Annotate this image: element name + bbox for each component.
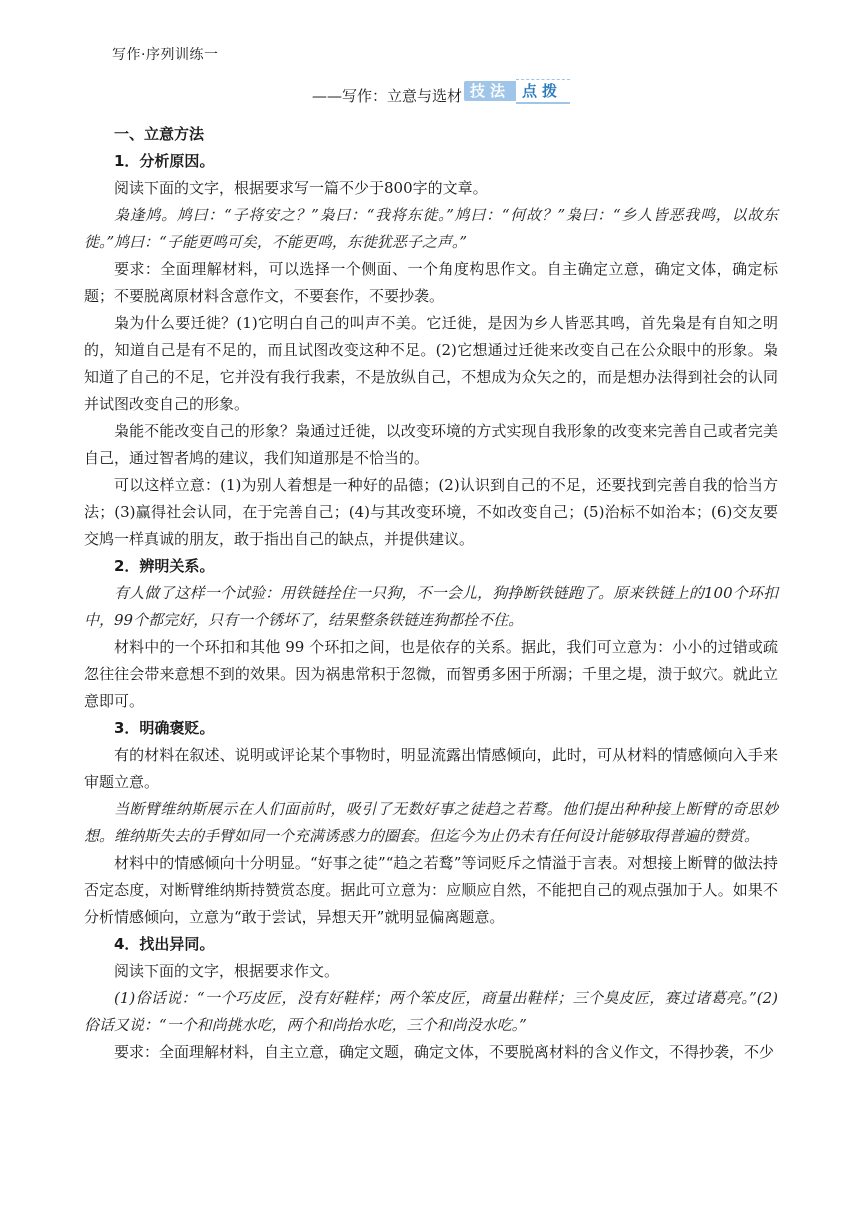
page-subtitle: ——写作：立意与选材 [312,87,463,105]
section-heading-1: 一、立意方法 [114,125,205,143]
quote-sub1-material: 枭逢鸠。鸠曰：“子将安之？”枭曰：“我将东徙。”鸠曰：“何故？”枭曰：“乡人皆恶我鸣，以故东徙。”鸠曰：“子能更鸣可矣，不能更鸣，东徙犹恶子之声。” [84,206,778,251]
quote-sub4-material: (1)俗话说：“一个巧皮匠，没有好鞋样；两个笨皮匠，商量出鞋样；三个臭皮匠，赛过诸葛亮。”(2)俗话又说：“一个和尚挑水吃，两个和尚抬水吃，三个和尚没水吃。” [84,989,778,1034]
paragraph-sub1-intro: 阅读下面的文字，根据要求写一篇不少于800字的文章。 [114,179,488,197]
paragraph-sub3-analysis: 材料中的情感倾向十分明显。“好事之徒”“趋之若鹜”等词贬斥之情溢于言表。对想接上断臂的做法持否定态度，对断臂维纳斯持赞赏态度。据此可立意为：应顺应自然，不能把自己的观点强加于人。如果不分析情感倾向，立意为“敢于尝试，异想天开”就明显偏离题意。 [84,854,778,926]
subheading-praise-criticism: 3．明确褒贬。 [114,719,215,737]
paragraph-sub4-intro: 阅读下面的文字，根据要求作文。 [114,962,340,980]
paragraph-sub1-analysis-3: 可以这样立意：(1)为别人着想是一种好的品德；(2)认识到自己的不足，还要找到完善自我的恰当方法；(3)赢得社会认同，在于完善自己；(4)与其改变环境，不如改变自己；(5)治标不如治本；(6)交友要交鸠一样真诚的朋友，敢于指出自己的缺点，并提供建议。 [84,476,778,548]
badge-left-label: 技法 [464,81,516,101]
paragraph-sub2-analysis: 材料中的一个环扣和其他 99 个环扣之间，也是依存的关系。据此，我们可立意为：小小的过错或疏忽往往会带来意想不到的效果。因为祸患常积于忽微，而智勇多困于所溺；千里之堤，溃于蚁穴。就此立意即可。 [84,638,778,710]
section-badge [464,78,570,104]
running-header: 写作·序列训练一 [112,47,219,63]
paragraph-sub1-analysis-1: 枭为什么要迁徙？(1)它明白自己的叫声不美。它迁徙，是因为乡人皆恶其鸣，首先枭是有自知之明的，知道自己是有不足的，而且试图改变这种不足。(2)它想通过迁徙来改变自己在公众眼中的形象。枭知道了自己的不足，它并没有我行我素，不是放纵自己，不想成为众矢之的，而是想办法得到社会的认同并试图改变自己的形象。 [84,314,778,413]
badge-right-label: 点拨 [516,79,570,104]
quote-sub3-material: 当断臂维纳斯展示在人们面前时，吸引了无数好事之徒趋之若鹜。他们提出种种接上断臂的奇思妙想。维纳斯失去的手臂如同一个充满诱惑力的圈套。但迄今为止仍未有任何设计能够取得普遍的赞赏。 [84,800,778,845]
subheading-analyze-cause: 1．分析原因。 [114,152,215,170]
paragraph-sub3-intro: 有的材料在叙述、说明或评论某个事物时，明显流露出情感倾向，此时，可从材料的情感倾向入手来审题立意。 [84,746,778,791]
subheading-find-differences: 4．找出异同。 [114,935,215,953]
subtitle-row [312,76,570,106]
paragraph-sub1-analysis-2: 枭能不能改变自己的形象？枭通过迁徙，以改变环境的方式实现自我形象的改变来完善自己或者完美自己，通过智者鸠的建议，我们知道那是不恰当的。 [84,422,778,467]
subheading-clarify-relation: 2．辨明关系。 [114,557,215,575]
quote-sub2-material: 有人做了这样一个试验：用铁链拴住一只狗，不一会儿，狗挣断铁链跑了。原来铁链上的100个环扣中，99个都完好，只有一个锈坏了，结果整条铁链连狗都拴不住。 [84,584,778,629]
paragraph-sub1-requirement: 要求：全面理解材料，可以选择一个侧面、一个角度构思作文。自主确定立意，确定文体，确定标题；不要脱离原材料含意作文，不要套作，不要抄袭。 [84,260,778,305]
paragraph-sub4-requirement: 要求：全面理解材料，自主立意，确定文题，确定文体，不要脱离材料的含义作文，不得抄袭，不少 [114,1043,775,1061]
document-body [84,120,778,1066]
